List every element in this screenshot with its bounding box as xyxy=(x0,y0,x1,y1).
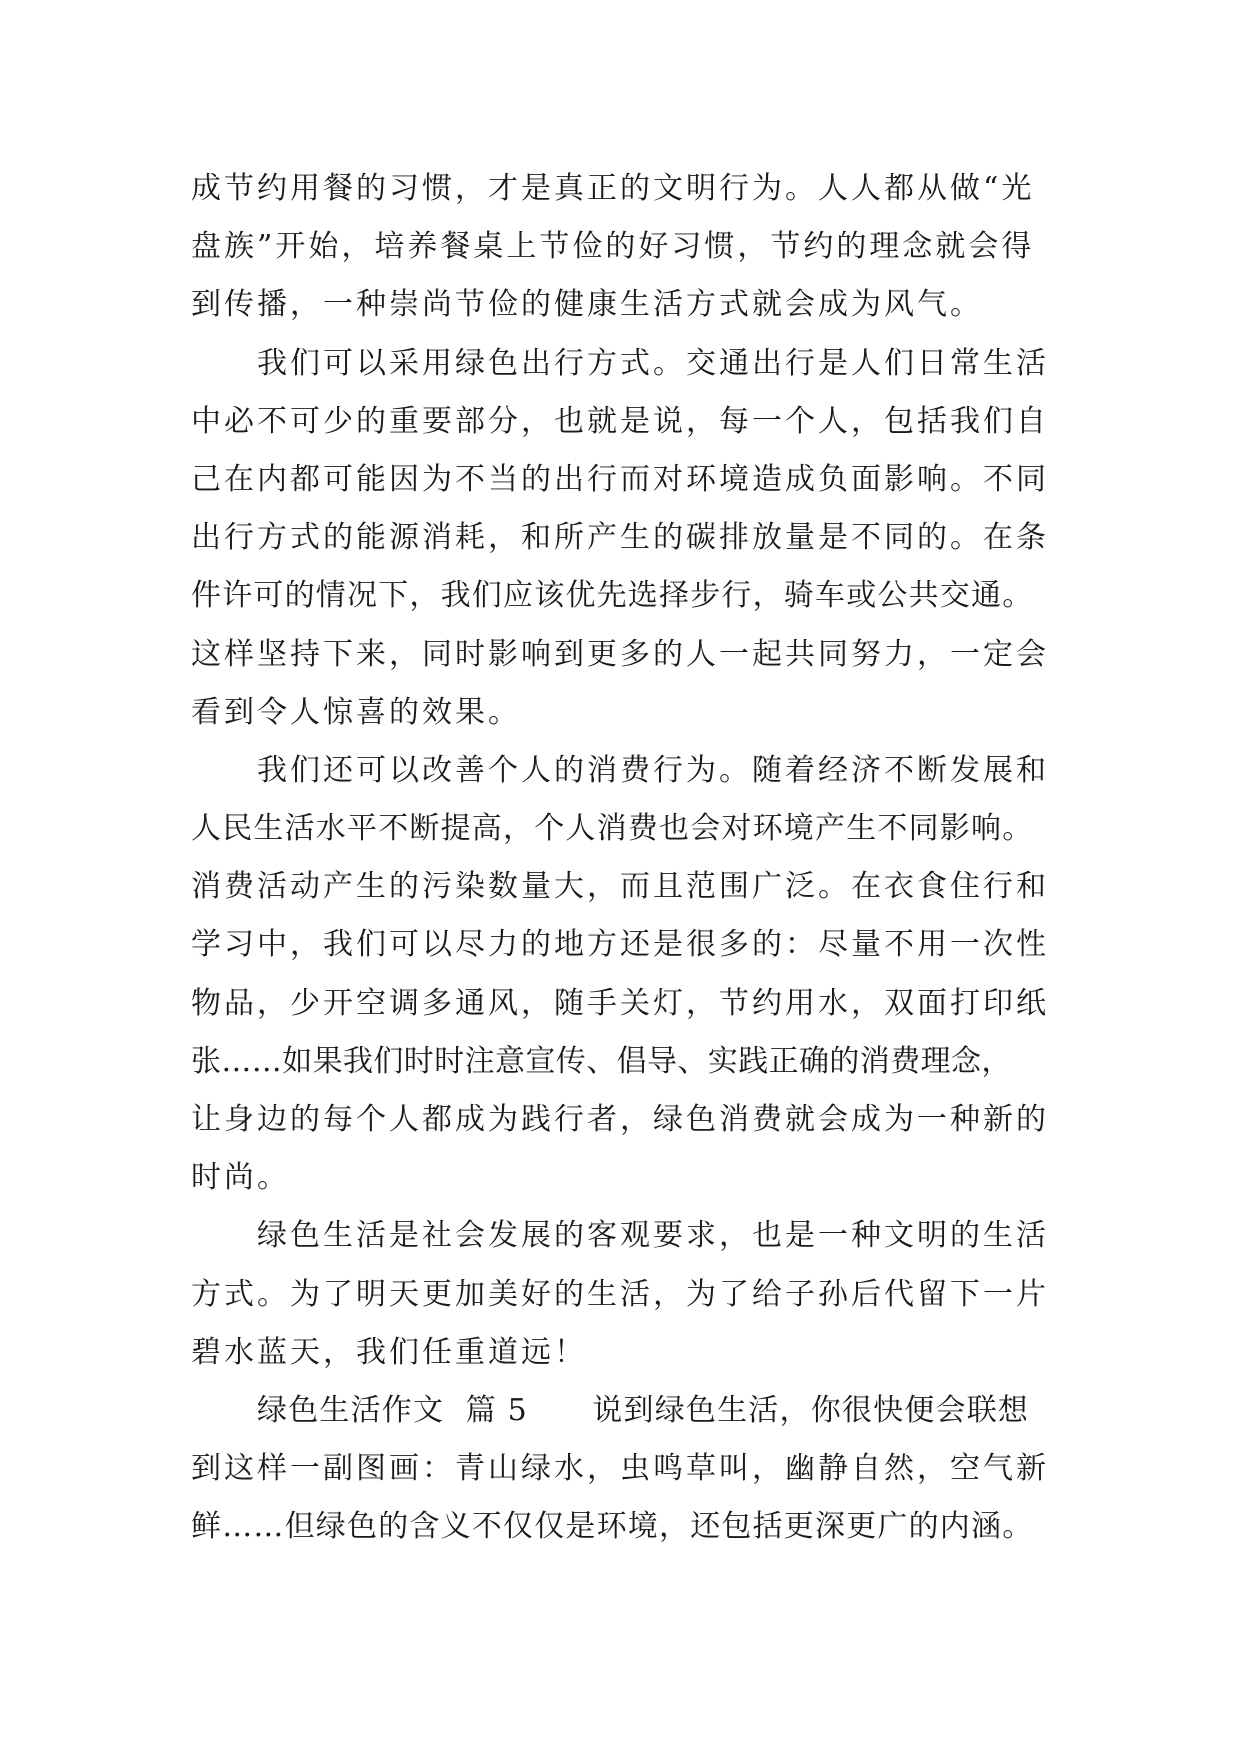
text-line: 成节约用餐的习惯，才是真正的文明行为。人人都从做“光 xyxy=(191,171,1035,206)
text-line: 时尚。 xyxy=(191,1160,290,1196)
text-line: 到这样一副图画：青山绿水，虫鸣草叫，幽静自然，空气新 xyxy=(191,1451,1049,1487)
paragraph-start-line: 我们可以采用绿色出行方式。交通出行是人们日常生活 xyxy=(257,345,1049,381)
text-line: 盘族”开始，培养餐桌上节俭的好习惯，节约的理念就会得 xyxy=(191,229,1035,265)
paragraph-start-line: 绿色生活是社会发展的客观要求，也是一种文明的生活 xyxy=(257,1218,1049,1254)
text-line: 人民生活水平不断提高，个人消费也会对环境产生不同影响。 xyxy=(191,811,1034,847)
text-line: 鲜……但绿色的含义不仅仅是环境，还包括更深更广的内涵。 xyxy=(191,1509,1034,1545)
text-line: 出行方式的能源消耗，和所产生的碳排放量是不同的。在条 xyxy=(191,520,1049,556)
text-line: 张……如果我们时时注意宣传、倡导、实践正确的消费理念， xyxy=(191,1043,1012,1079)
text-line: 碧水蓝天，我们任重道远！ xyxy=(191,1334,587,1370)
text-line: 中必不可少的重要部分，也就是说，每一个人，包括我们自 xyxy=(191,403,1049,439)
text-line: 到传播，一种崇尚节俭的健康生活方式就会成为风气。 xyxy=(191,287,983,323)
text-line: 己在内都可能因为不当的出行而对环境造成负面影响。不同 xyxy=(191,461,1049,497)
text-line: 学习中，我们可以尽力的地方还是很多的：尽量不用一次性 xyxy=(191,927,1049,963)
text-line: 让身边的每个人都成为践行者，绿色消费就会成为一种新的 xyxy=(191,1102,1049,1137)
text-line: 物品，少开空调多通风，随手关灯，节约用水，双面打印纸 xyxy=(191,985,1049,1021)
text-line: 方式。为了明天更加美好的生活，为了给子孙后代留下一片 xyxy=(191,1276,1049,1312)
text-line: 这样坚持下来，同时影响到更多的人一起共同努力，一定会 xyxy=(191,636,1049,672)
text-line: 消费活动产生的污染数量大，而且范围广泛。在衣食住行和 xyxy=(191,869,1049,905)
text-line: 看到令人惊喜的效果。 xyxy=(191,694,521,730)
body-text xyxy=(191,160,1053,1557)
paragraph-start-line: 我们还可以改善个人的消费行为。随着经济不断发展和 xyxy=(257,752,1049,788)
text-line: 件许可的情况下，我们应该优先选择步行，骑车或公共交通。 xyxy=(191,578,1034,614)
section-heading-line: 绿色生活作文 篇 5 说到绿色生活，你很快便会联想 xyxy=(257,1392,1030,1428)
